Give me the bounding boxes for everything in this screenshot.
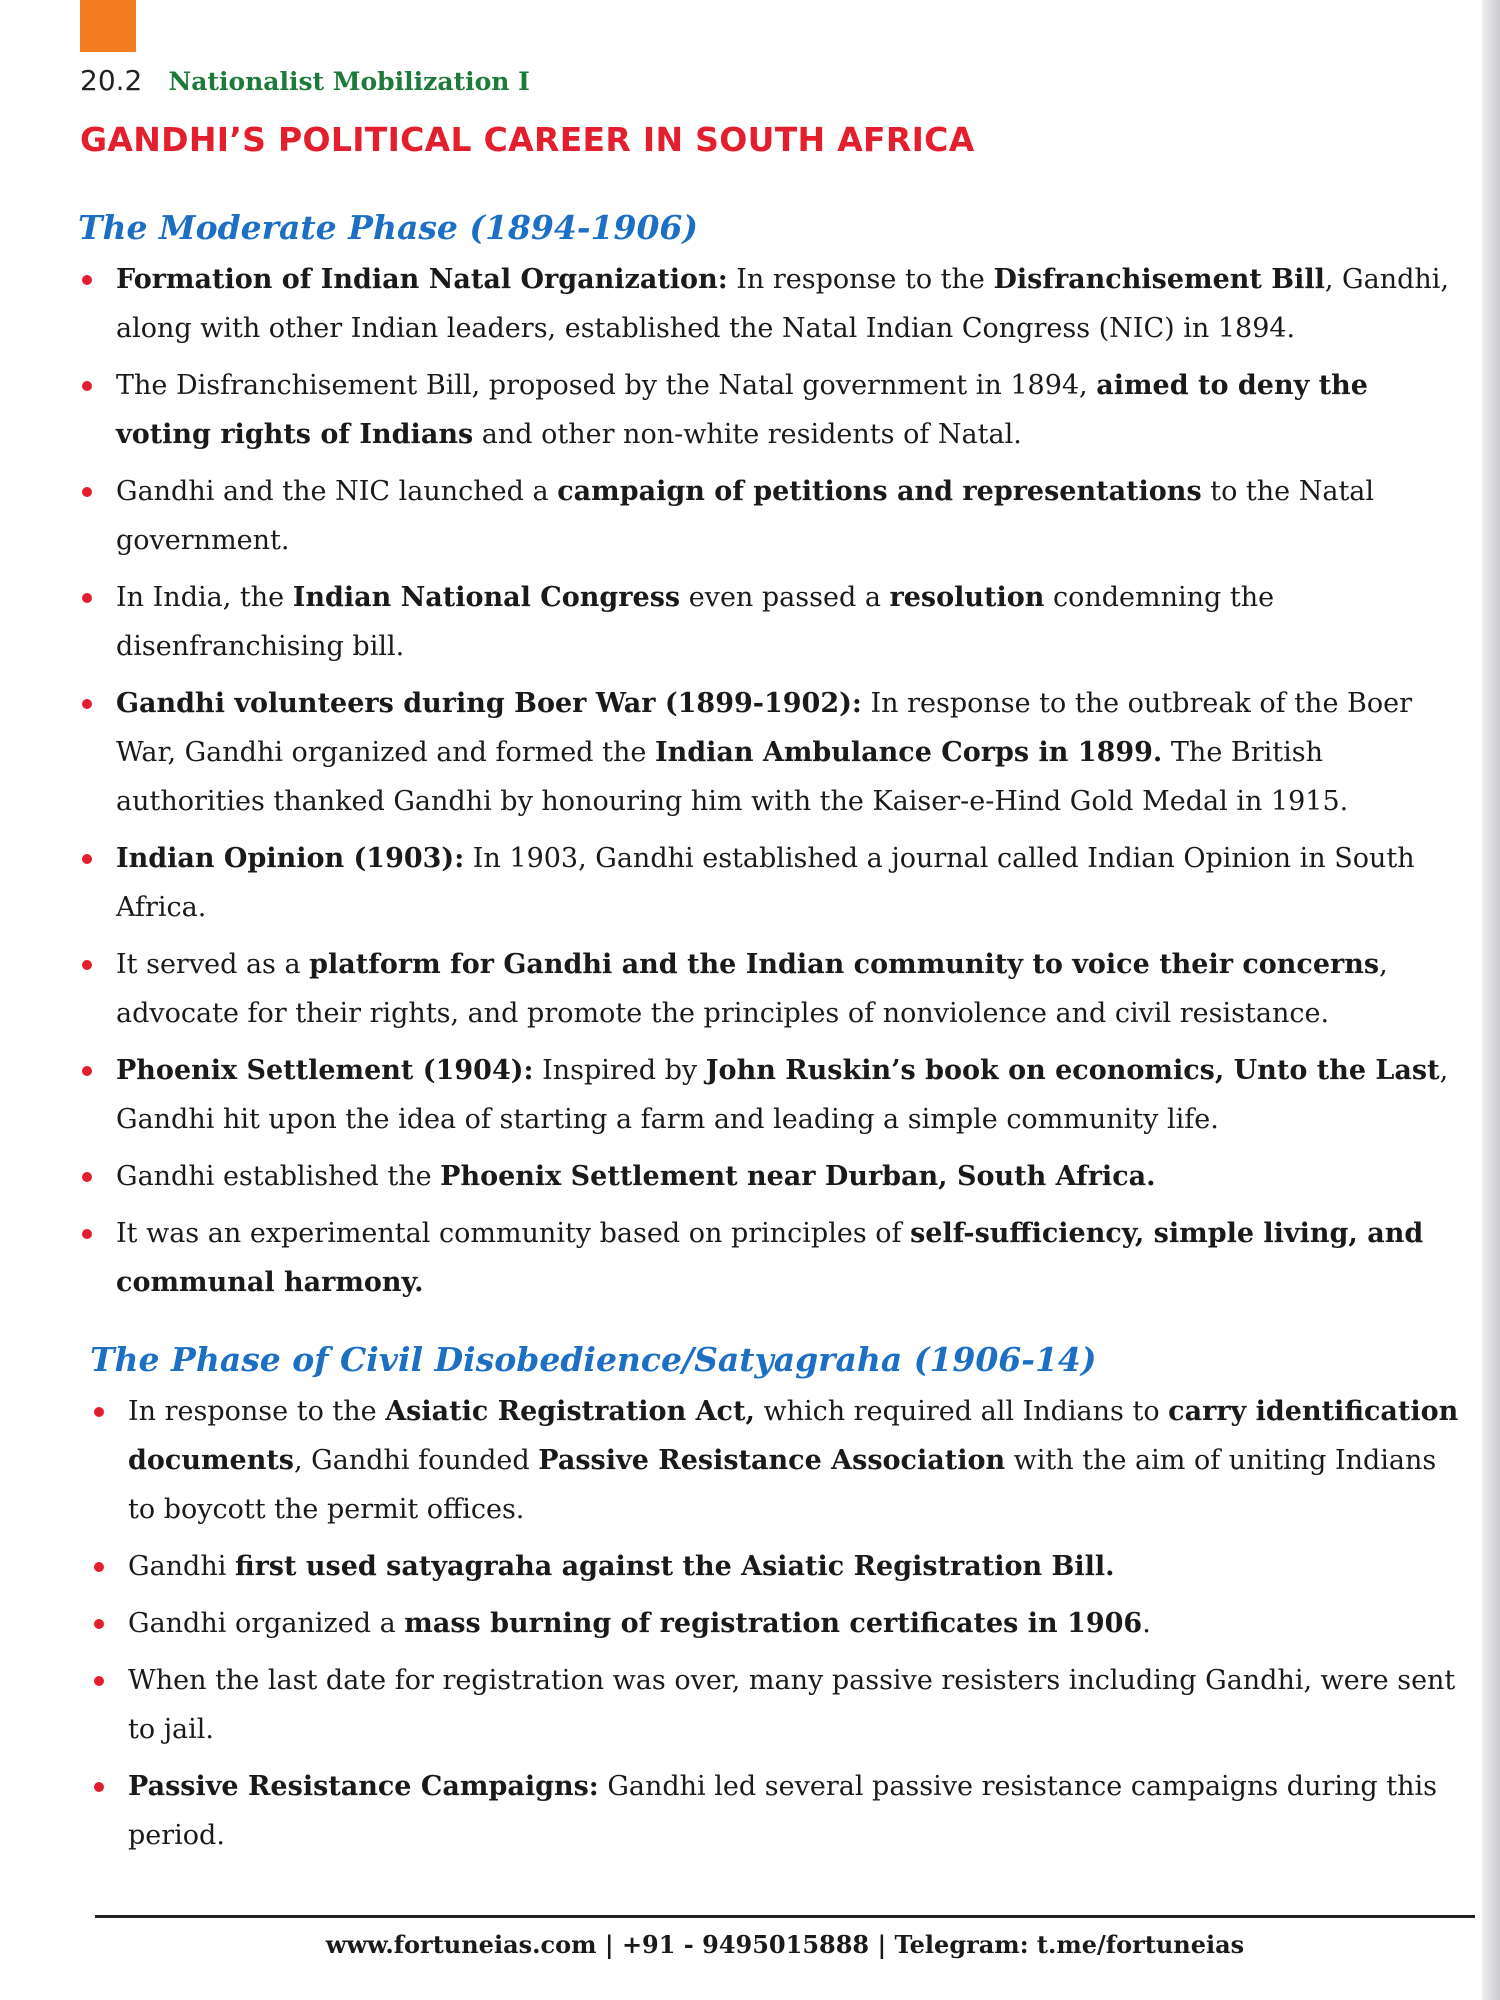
bullet-dot-icon bbox=[82, 381, 92, 391]
corner-tab bbox=[80, 0, 136, 52]
bold-text: carry identification documents bbox=[128, 1396, 1459, 1476]
text: In response to the bbox=[128, 1396, 386, 1427]
bold-text: platform for Gandhi and the Indian community to voice their concerns bbox=[309, 949, 1380, 980]
text: and other non-white residents of Natal. bbox=[473, 419, 1022, 450]
text: In 1903, Gandhi established a journal called Indian Opinion in South Africa. bbox=[116, 843, 1415, 923]
text: The British authorities thanked Gandhi by honouring him with the Kaiser-e-Hind Gold Medal in 1915. bbox=[116, 737, 1349, 817]
text: When the last date for registration was over, many passive resisters including Gandhi, were sent to jail. bbox=[128, 1665, 1456, 1745]
bold-text: resolution bbox=[889, 582, 1045, 613]
page-edge bbox=[1482, 0, 1500, 2000]
bold-text: first used satyagraha against the Asiatic Registration Bill. bbox=[234, 1551, 1115, 1582]
bold-text: Disfranchisement Bill bbox=[993, 264, 1325, 295]
text: In response to the bbox=[727, 264, 994, 295]
text: Gandhi organized a bbox=[128, 1608, 405, 1639]
bold-text: Passive Resistance Association bbox=[538, 1445, 1006, 1476]
text: Gandhi led several passive resistance campaigns during this period. bbox=[128, 1771, 1437, 1851]
text: . bbox=[1142, 1608, 1151, 1639]
bullet-dot-icon bbox=[82, 854, 92, 864]
bullet-dot-icon bbox=[94, 1562, 104, 1572]
bold-text: mass burning of registration certificates in 1906 bbox=[404, 1608, 1143, 1639]
text: The Disfranchisement Bill, proposed by the Natal government in 1894, bbox=[116, 370, 1097, 401]
chapter-title: Nationalist Mobilization I bbox=[168, 67, 530, 96]
text: It was an experimental community based on principles of bbox=[116, 1218, 911, 1249]
bold-text: self-sufficiency, simple living, and communal harmony. bbox=[116, 1218, 1424, 1298]
bullet-list bbox=[90, 1387, 1470, 1860]
bold-text: campaign of petitions and representations bbox=[557, 476, 1202, 507]
bold-text: Formation of Indian Natal Organization: bbox=[116, 264, 728, 295]
chapter-header bbox=[80, 64, 530, 97]
bullet-item bbox=[90, 1542, 1470, 1591]
bold-text: Passive Resistance Campaigns: bbox=[128, 1771, 599, 1802]
footer-divider bbox=[95, 1915, 1475, 1918]
chapter-number: 20.2 bbox=[80, 64, 143, 97]
bullet-dot-icon bbox=[94, 1407, 104, 1417]
text: , advocate for their rights, and promote the principles of nonviolence and civil resistance. bbox=[116, 949, 1388, 1029]
text: condemning the disenfranchising bill. bbox=[116, 582, 1275, 662]
bullet-item bbox=[78, 834, 1464, 932]
bullet-list bbox=[78, 255, 1464, 1307]
bullet-item bbox=[78, 1209, 1464, 1307]
text: Inspired by bbox=[533, 1055, 706, 1086]
bullet-dot-icon bbox=[94, 1676, 104, 1686]
section-satyagraha-phase bbox=[90, 1340, 1470, 1868]
bullet-dot-icon bbox=[82, 960, 92, 970]
text: Gandhi established the bbox=[116, 1161, 441, 1192]
bullet-dot-icon bbox=[94, 1619, 104, 1629]
bold-text: Gandhi volunteers during Boer War (1899-1902): bbox=[116, 688, 862, 719]
bullet-item bbox=[78, 1046, 1464, 1144]
text: , Gandhi, along with other Indian leaders, established the Natal Indian Congress (NIC) in 1894. bbox=[116, 264, 1449, 344]
text: , Gandhi founded bbox=[294, 1445, 539, 1476]
text: to the Natal government. bbox=[116, 476, 1375, 556]
text: which required all Indians to bbox=[754, 1396, 1169, 1427]
bullet-dot-icon bbox=[82, 593, 92, 603]
text: In response to the outbreak of the Boer War, Gandhi organized and formed the bbox=[116, 688, 1412, 768]
bullet-dot-icon bbox=[82, 1172, 92, 1182]
footer-contact: www.fortuneias.com | +91 - 9495015888 | Telegram: t.me/fortuneias bbox=[325, 1930, 1245, 1959]
text: It served as a bbox=[116, 949, 310, 980]
text: Gandhi and the NIC launched a bbox=[116, 476, 558, 507]
page-title: GANDHI’S POLITICAL CAREER IN SOUTH AFRICA bbox=[80, 120, 975, 159]
bullet-dot-icon bbox=[94, 1782, 104, 1792]
bullet-dot-icon bbox=[82, 1066, 92, 1076]
bullet-item bbox=[78, 940, 1464, 1038]
bullet-dot-icon bbox=[82, 487, 92, 497]
bold-text: John Ruskin’s book on economics, Unto the Last bbox=[705, 1055, 1440, 1086]
bold-text: Indian Ambulance Corps in 1899. bbox=[654, 737, 1163, 768]
bullet-item bbox=[78, 573, 1464, 671]
bullet-item bbox=[90, 1762, 1470, 1860]
bold-text: aimed to deny the voting rights of Indians bbox=[116, 370, 1368, 450]
text: with the aim of uniting Indians to boycott the permit offices. bbox=[128, 1445, 1437, 1525]
bullet-item bbox=[90, 1387, 1470, 1534]
bullet-item bbox=[90, 1599, 1470, 1648]
bold-text: Phoenix Settlement (1904): bbox=[116, 1055, 534, 1086]
bullet-item bbox=[90, 1656, 1470, 1754]
bullet-item bbox=[78, 361, 1464, 459]
text: Gandhi bbox=[128, 1551, 235, 1582]
bullet-item bbox=[78, 679, 1464, 826]
bold-text: Asiatic Registration Act, bbox=[385, 1396, 755, 1427]
bullet-dot-icon bbox=[82, 275, 92, 285]
section-heading: The Phase of Civil Disobedience/Satyagraha (1906-14) bbox=[90, 1340, 1097, 1379]
bullet-item bbox=[78, 1152, 1464, 1201]
bold-text: Phoenix Settlement near Durban, South Africa. bbox=[440, 1161, 1156, 1192]
text: In India, the bbox=[116, 582, 293, 613]
bullet-dot-icon bbox=[82, 699, 92, 709]
section-moderate-phase bbox=[78, 208, 1464, 1315]
bold-text: Indian National Congress bbox=[292, 582, 681, 613]
text: , Gandhi hit upon the idea of starting a farm and leading a simple community life. bbox=[116, 1055, 1449, 1135]
section-heading: The Moderate Phase (1894-1906) bbox=[78, 208, 699, 247]
bold-text: Indian Opinion (1903): bbox=[116, 843, 465, 874]
bullet-item bbox=[78, 467, 1464, 565]
bullet-item bbox=[78, 255, 1464, 353]
bullet-dot-icon bbox=[82, 1229, 92, 1239]
text: even passed a bbox=[680, 582, 890, 613]
